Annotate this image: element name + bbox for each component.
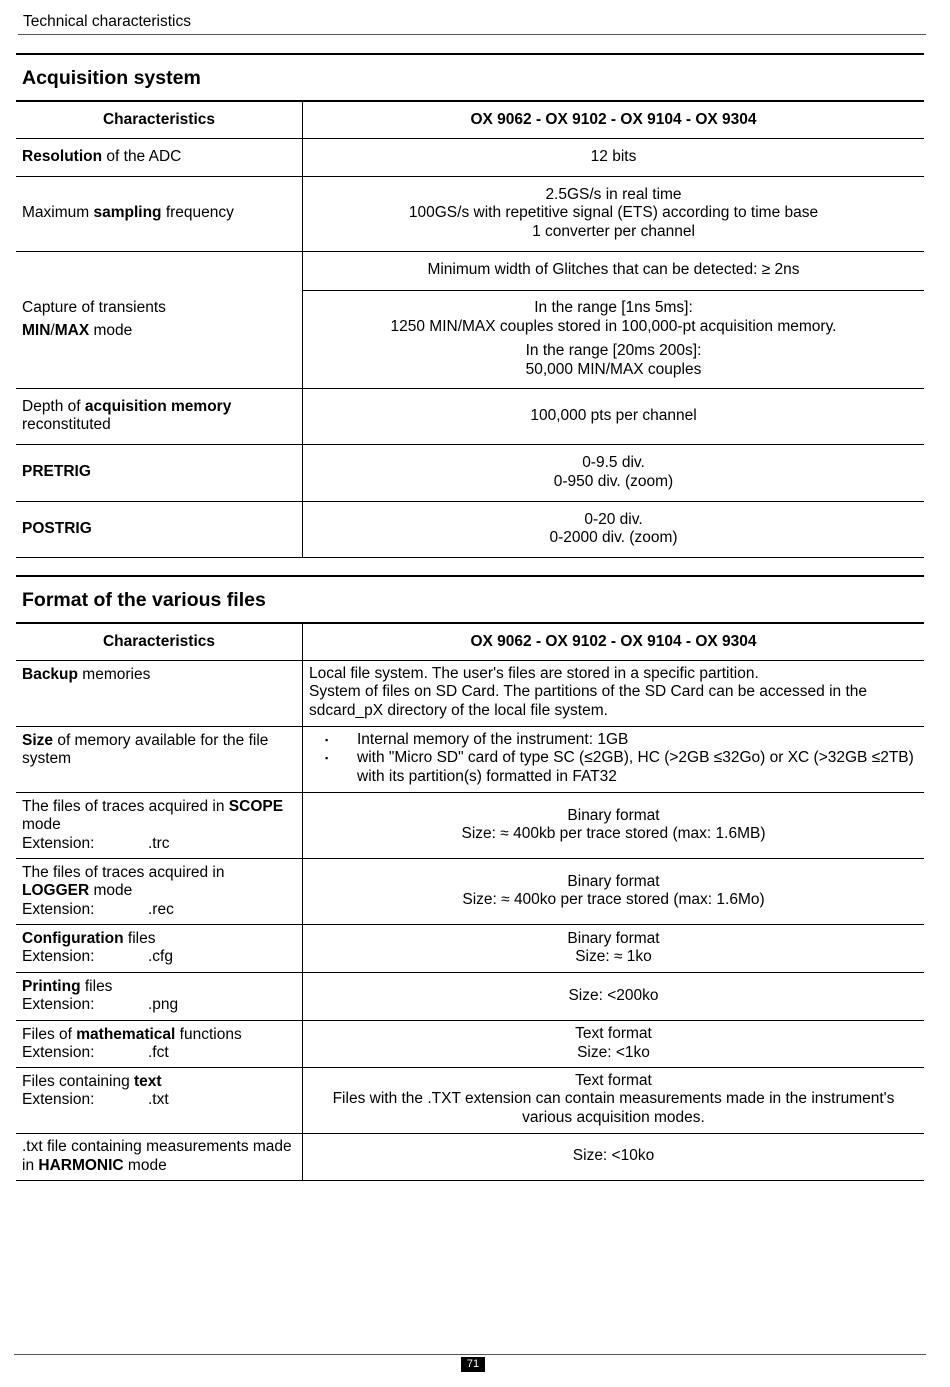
row-value: Size: <200ko	[303, 972, 925, 1020]
table-row	[16, 858, 924, 924]
table-row	[16, 726, 924, 792]
col-characteristics: Characteristics	[16, 623, 303, 660]
row-label: PRETRIG	[16, 444, 303, 501]
row-label: Files containing text Extension: .txt	[16, 1067, 303, 1133]
table-row	[16, 176, 924, 251]
page-number: 71	[461, 1357, 485, 1372]
table-row	[16, 1133, 924, 1180]
table-row	[16, 251, 924, 290]
row-label: POSTRIG	[16, 501, 303, 557]
row-value: 0-20 div. 0-2000 div. (zoom)	[303, 501, 925, 557]
row-label: Capture of transients MIN/MAX mode	[16, 251, 303, 388]
col-models: OX 9062 - OX 9102 - OX 9104 - OX 9304	[303, 623, 925, 660]
row-label: Size of memory available for the file system	[16, 726, 303, 792]
header-rule	[18, 34, 926, 35]
table-row	[16, 388, 924, 444]
row-value: Binary format Size: ≈ 400kb per trace stored (max: 1.6MB)	[303, 792, 925, 858]
row-label: Depth of acquisition memory reconstituted	[16, 388, 303, 444]
col-models: OX 9062 - OX 9102 - OX 9104 - OX 9304	[303, 101, 925, 138]
row-value: 0-9.5 div. 0-950 div. (zoom)	[303, 444, 925, 501]
row-label: Resolution of the ADC	[16, 138, 303, 176]
row-label: Backup memories	[16, 660, 303, 726]
footer-rule	[14, 1354, 926, 1355]
table-row	[16, 138, 924, 176]
section-title-acquisition: Acquisition system	[16, 53, 924, 99]
row-value	[303, 726, 925, 792]
row-label: Files of mathematical functions Extension: .fct	[16, 1020, 303, 1067]
row-label: The files of traces acquired in LOGGER mode Extension: .rec	[16, 858, 303, 924]
row-value: Text format Files with the .TXT extension can contain measurements made in the instrument's various acquisition modes.	[303, 1067, 925, 1133]
row-value: Binary format Size: ≈ 400ko per trace stored (max: 1.6Mo)	[303, 858, 925, 924]
list-item: ▪ with "Micro SD" card of type SC (≤2GB), HC (>2GB ≤32Go) or XC (>32GB ≤2TB) with its partition(s) formatted in FAT32	[309, 749, 918, 786]
row-value: Text format Size: <1ko	[303, 1020, 925, 1067]
row-value: Local file system. The user's files are stored in a specific partition. System of files on SD Card. The partitions of the SD Card can be accessed in the sdcard_pX directory of the local file system.	[303, 660, 925, 726]
table-row	[16, 1020, 924, 1067]
running-header: Technical characteristics	[23, 13, 191, 30]
list-item: ▪ Internal memory of the instrument: 1GB	[309, 731, 918, 750]
table-header-row	[16, 101, 924, 138]
row-value: 100,000 pts per channel	[303, 388, 925, 444]
row-value: Binary format Size: ≈ 1ko	[303, 924, 925, 972]
table-header-row	[16, 623, 924, 660]
row-value: Minimum width of Glitches that can be detected: ≥ 2ns	[303, 251, 925, 290]
row-label: .txt file containing measurements made in HARMONIC mode	[16, 1133, 303, 1180]
row-label: Maximum sampling frequency	[16, 176, 303, 251]
table-row	[16, 1067, 924, 1133]
row-value: 2.5GS/s in real time 100GS/s with repetitive signal (ETS) according to time base 1 converter per channel	[303, 176, 925, 251]
table-row	[16, 792, 924, 858]
row-value: In the range [1ns 5ms]: 1250 MIN/MAX couples stored in 100,000-pt acquisition memory. In the range [20ms 200s]: 50,000 MIN/MAX couples	[303, 290, 925, 388]
section-title-files: Format of the various files	[16, 575, 924, 621]
row-value: Size: <10ko	[303, 1133, 925, 1180]
row-label: Configuration files Extension: .cfg	[16, 924, 303, 972]
table-row	[16, 444, 924, 501]
table-row	[16, 924, 924, 972]
row-label: Printing files Extension: .png	[16, 972, 303, 1020]
files-table	[16, 622, 924, 1181]
table-row	[16, 972, 924, 1020]
table-row	[16, 501, 924, 557]
acquisition-table	[16, 100, 924, 558]
table-row	[16, 660, 924, 726]
col-characteristics: Characteristics	[16, 101, 303, 138]
row-value: 12 bits	[303, 138, 925, 176]
row-label: The files of traces acquired in SCOPE mode Extension: .trc	[16, 792, 303, 858]
